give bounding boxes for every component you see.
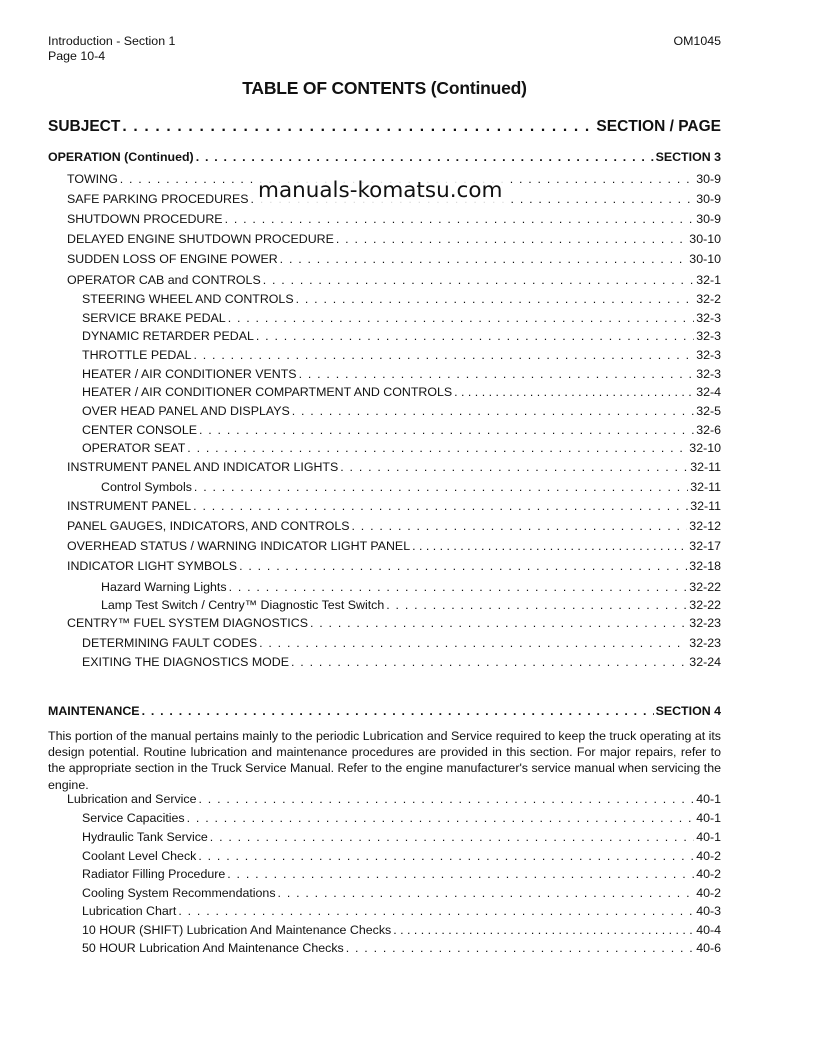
toc-entry[interactable]: DETERMINING FAULT CODES . . . 32-23 (48, 635, 721, 651)
toc-entry[interactable]: SAFE PARKING PROCEDURES . . . 30-9 (48, 191, 721, 207)
toc-entry[interactable]: OVER HEAD PANEL AND DISPLAYS . . . 32-5 (48, 403, 721, 419)
toc-entry[interactable]: SHUTDOWN PROCEDURE . . . 30-9 (48, 211, 721, 227)
toc-entry[interactable]: 50 HOUR Lubrication And Maintenance Checks . . . 40-6 (48, 940, 721, 956)
dot-leader (122, 117, 594, 137)
toc-entry[interactable]: DELAYED ENGINE SHUTDOWN PROCEDURE . . . 30-10 (48, 231, 721, 247)
toc-entry[interactable]: OPERATOR SEAT . . . 32-10 (48, 440, 721, 456)
toc-entry[interactable]: 10 HOUR (SHIFT) Lubrication And Maintenance Checks . . . 40-4 (48, 922, 721, 938)
toc-entry[interactable]: INSTRUMENT PANEL . . . 32-11 (48, 498, 721, 514)
dot-leader (142, 703, 654, 719)
toc-entry[interactable]: Lubrication Chart . . . 40-3 (48, 903, 721, 919)
toc-entry[interactable]: INDICATOR LIGHT SYMBOLS . . . 32-18 (48, 558, 721, 574)
toc-entry[interactable]: Hazard Warning Lights . . . 32-22 (48, 579, 721, 595)
running-header-left (48, 34, 175, 64)
subject-label: SUBJECT (48, 118, 121, 135)
toc-entry[interactable]: HEATER / AIR CONDITIONER VENTS . . . 32-3 (48, 366, 721, 382)
dot-leader (196, 149, 654, 165)
toc-entry[interactable]: PANEL GAUGES, INDICATORS, AND CONTROLS . . . 32-12 (48, 518, 721, 534)
watermark-text: manuals-komatsu.com (258, 178, 503, 203)
toc-entry[interactable]: TOWING . . . 30-9 (48, 171, 721, 187)
toc-entry[interactable]: Hydraulic Tank Service . . . 40-1 (48, 829, 721, 845)
section-title: OPERATION (Continued) (48, 150, 194, 164)
toc-section-operation[interactable] (48, 149, 721, 165)
toc-entry[interactable]: Service Capacities . . . 40-1 (48, 810, 721, 826)
toc-entry[interactable]: SERVICE BRAKE PEDAL . . . 32-3 (48, 310, 721, 326)
section-number: SECTION 3 (655, 150, 721, 164)
toc-entry[interactable]: STEERING WHEEL AND CONTROLS . . . 32-2 (48, 291, 721, 307)
document-page (48, 0, 721, 1056)
toc-entry[interactable]: Lubrication and Service . . . 40-1 (48, 791, 721, 807)
toc-entry[interactable]: Cooling System Recommendations . . . 40-2 (48, 885, 721, 901)
page-title: TABLE OF CONTENTS (Continued) (242, 78, 527, 98)
header-section: Introduction - Section 1 (48, 34, 176, 48)
section-page-label: SECTION / PAGE (596, 118, 721, 135)
toc-entry[interactable]: DYNAMIC RETARDER PEDAL . . . 32-3 (48, 328, 721, 344)
toc-subject-header (48, 117, 721, 137)
toc-entry[interactable]: CENTER CONSOLE . . . 32-6 (48, 422, 721, 438)
toc-entry[interactable]: Radiator Filling Procedure . . . 40-2 (48, 866, 721, 882)
toc-entry[interactable]: OPERATOR CAB and CONTROLS . . . 32-1 (48, 272, 721, 288)
toc-entry[interactable]: INSTRUMENT PANEL AND INDICATOR LIGHTS . . . 32-11 (48, 459, 721, 475)
toc-entry[interactable]: CENTRY™ FUEL SYSTEM DIAGNOSTICS . . . 32-23 (48, 615, 721, 631)
toc-entry[interactable]: SUDDEN LOSS OF ENGINE POWER . . . 30-10 (48, 251, 721, 267)
toc-section-maintenance[interactable] (48, 703, 721, 719)
toc-entry[interactable]: OVERHEAD STATUS / WARNING INDICATOR LIGHT PANEL . . . 32-17 (48, 538, 721, 554)
header-page-number: Page 10-4 (48, 49, 106, 63)
toc-entry[interactable]: HEATER / AIR CONDITIONER COMPARTMENT AND CONTROLS . . . 32-4 (48, 384, 721, 400)
toc-entry[interactable]: Coolant Level Check . . . 40-2 (48, 848, 721, 864)
toc-entry[interactable]: Lamp Test Switch / Centry™ Diagnostic Test Switch . . . 32-22 (48, 597, 721, 613)
section-number: SECTION 4 (655, 704, 721, 718)
section-title: MAINTENANCE (48, 704, 140, 718)
header-manual-id: OM1045 (673, 34, 721, 48)
toc-entry[interactable]: Control Symbols . . . 32-11 (48, 479, 721, 495)
maintenance-intro-paragraph: This portion of the manual pertains mainly to the periodic Lubrication and Service required to keep the truck operating at its design potential. Routine lubrication and maintenance procedures are provided in this section. For major repairs, refer to the appropriate section in the Truck Service Manual. Refer to the engine manufacturer's service manual when servicing the engine. (48, 729, 721, 792)
toc-entry[interactable]: EXITING THE DIAGNOSTICS MODE . . . 32-24 (48, 654, 721, 670)
toc-entry[interactable]: THROTTLE PEDAL . . . 32-3 (48, 347, 721, 363)
